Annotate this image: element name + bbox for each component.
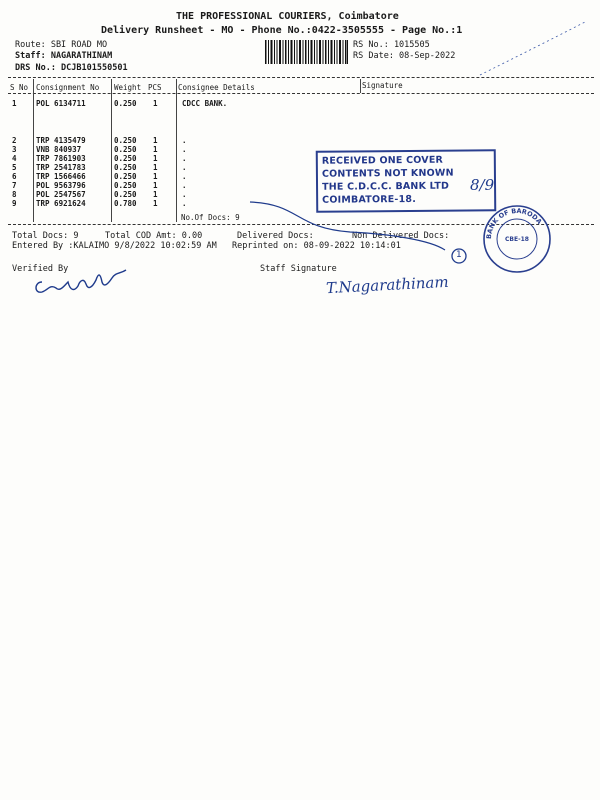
weight-cell: 0.250: [114, 190, 137, 199]
barcode: [265, 40, 348, 64]
sno-cell: 9: [12, 199, 17, 208]
entered-by: Entered By :KALAIMO 9/8/2022 10:02:59 AM: [12, 241, 217, 251]
stamp-line-4: COIMBATORE-18.: [322, 193, 417, 206]
pcs-cell: 1: [153, 145, 158, 154]
consignment-cell: VNB 840937: [36, 145, 82, 154]
col-consignee: Consignee Details: [178, 83, 255, 92]
runsheet-title: Delivery Runsheet - MO - Phone No.:0422-3505555 - Page No.:1: [101, 25, 463, 36]
consignment-cell: TRP 1566466: [36, 172, 86, 181]
pcs-cell: 1: [153, 163, 158, 172]
non-delivered-docs: Non Delivered Docs:: [352, 231, 450, 241]
verified-by-label: Verified By: [12, 264, 69, 274]
pcs-cell: 1: [153, 154, 158, 163]
pcs-cell: 1: [153, 99, 158, 108]
consignment-cell: POL 6134711: [36, 99, 86, 108]
consignment-cell: TRP 4135479: [36, 136, 86, 145]
weight-cell: 0.250: [114, 136, 137, 145]
consignment-cell: TRP 2541783: [36, 163, 86, 172]
pcs-cell: 1: [153, 136, 158, 145]
sno-cell: 1: [12, 99, 17, 108]
col-pcs: PCS: [148, 83, 162, 92]
consignee-cell: .: [182, 145, 187, 154]
consignment-cell: TRP 7861903: [36, 154, 86, 163]
table-row: [0, 172, 600, 181]
weight-cell: 0.250: [114, 163, 137, 172]
handwritten-date: 8/9: [470, 176, 495, 194]
weight-cell: 0.250: [114, 145, 137, 154]
consignee-cell: CDCC BANK.: [182, 99, 228, 108]
sno-cell: 8: [12, 190, 17, 199]
col-consignment: Consignment No: [36, 83, 100, 92]
table-row: [0, 163, 600, 172]
sno-cell: 2: [12, 136, 17, 145]
consignee-cell: .: [182, 172, 187, 181]
table-row: [0, 154, 600, 163]
weight-cell: 0.250: [114, 181, 137, 190]
seal-code: CBE-18: [505, 236, 529, 243]
col-signature: Signature: [362, 81, 403, 90]
table-row: [0, 190, 600, 199]
sno-cell: 6: [12, 172, 17, 181]
sno-cell: 4: [12, 154, 17, 163]
pencil-mark: [470, 20, 590, 80]
pen-annotation: [240, 200, 480, 270]
consignee-cell: .: [182, 199, 187, 208]
col-sep-4: [360, 79, 361, 93]
sno-cell: 7: [12, 181, 17, 190]
consignee-cell: .: [182, 154, 187, 163]
col-sno: S No: [10, 83, 29, 92]
verifier-signature: [30, 262, 140, 302]
drs-number: DRS No.: DCJB101550501: [15, 63, 128, 73]
table-row: [0, 99, 600, 108]
reprinted-on: Reprinted on: 08-09-2022 10:14:01: [232, 241, 401, 251]
stamp-line-3: THE C.D.C.C. BANK LTD: [322, 180, 450, 193]
rs-date: RS Date: 08-Sep-2022: [353, 51, 456, 61]
bank-seal: [482, 204, 552, 274]
col-weight: Weight: [114, 83, 142, 92]
table-row: [0, 181, 600, 190]
consignment-cell: TRP 6921624: [36, 199, 86, 208]
staff-signature-handwriting: T.Nagarathinam: [325, 272, 449, 298]
total-docs: Total Docs: 9: [12, 231, 79, 241]
weight-cell: 0.250: [114, 99, 137, 108]
consignment-cell: POL 9563796: [36, 181, 86, 190]
divider-header: [8, 93, 594, 94]
consignee-cell: .: [182, 163, 187, 172]
table-row: [0, 136, 600, 145]
stamp-line-1: RECEIVED ONE COVER: [321, 154, 444, 167]
weight-cell: 0.780: [114, 199, 137, 208]
seal-text: BANK OF BARODA: [484, 206, 544, 240]
delivered-docs: Delivered Docs:: [237, 231, 314, 241]
consignment-cell: POL 2547567: [36, 190, 86, 199]
consignee-cell: .: [182, 136, 187, 145]
consignee-cell: .: [182, 190, 187, 199]
pcs-cell: 1: [153, 199, 158, 208]
sno-cell: 3: [12, 145, 17, 154]
route-label: Route: SBI ROAD MO: [15, 40, 108, 50]
table-row: [0, 145, 600, 154]
company-title: THE PROFESSIONAL COURIERS, Coimbatore: [176, 11, 399, 22]
pcs-cell: 1: [153, 190, 158, 199]
rs-number: RS No.: 1015505: [353, 40, 430, 50]
pcs-cell: 1: [153, 181, 158, 190]
weight-cell: 0.250: [114, 154, 137, 163]
sno-cell: 5: [12, 163, 17, 172]
weight-cell: 0.250: [114, 172, 137, 181]
stamp-line-2: CONTENTS NOT KNOWN: [321, 167, 454, 180]
consignee-cell: .: [182, 181, 187, 190]
staff-label: Staff: NAGARATHINAM: [15, 51, 113, 61]
circled-number: 1: [456, 250, 462, 260]
staff-signature-label: Staff Signature: [260, 264, 337, 274]
no-of-docs: No.Of Docs: 9: [181, 213, 240, 222]
total-cod: Total COD Amt: 0.00: [105, 231, 203, 241]
pcs-cell: 1: [153, 172, 158, 181]
